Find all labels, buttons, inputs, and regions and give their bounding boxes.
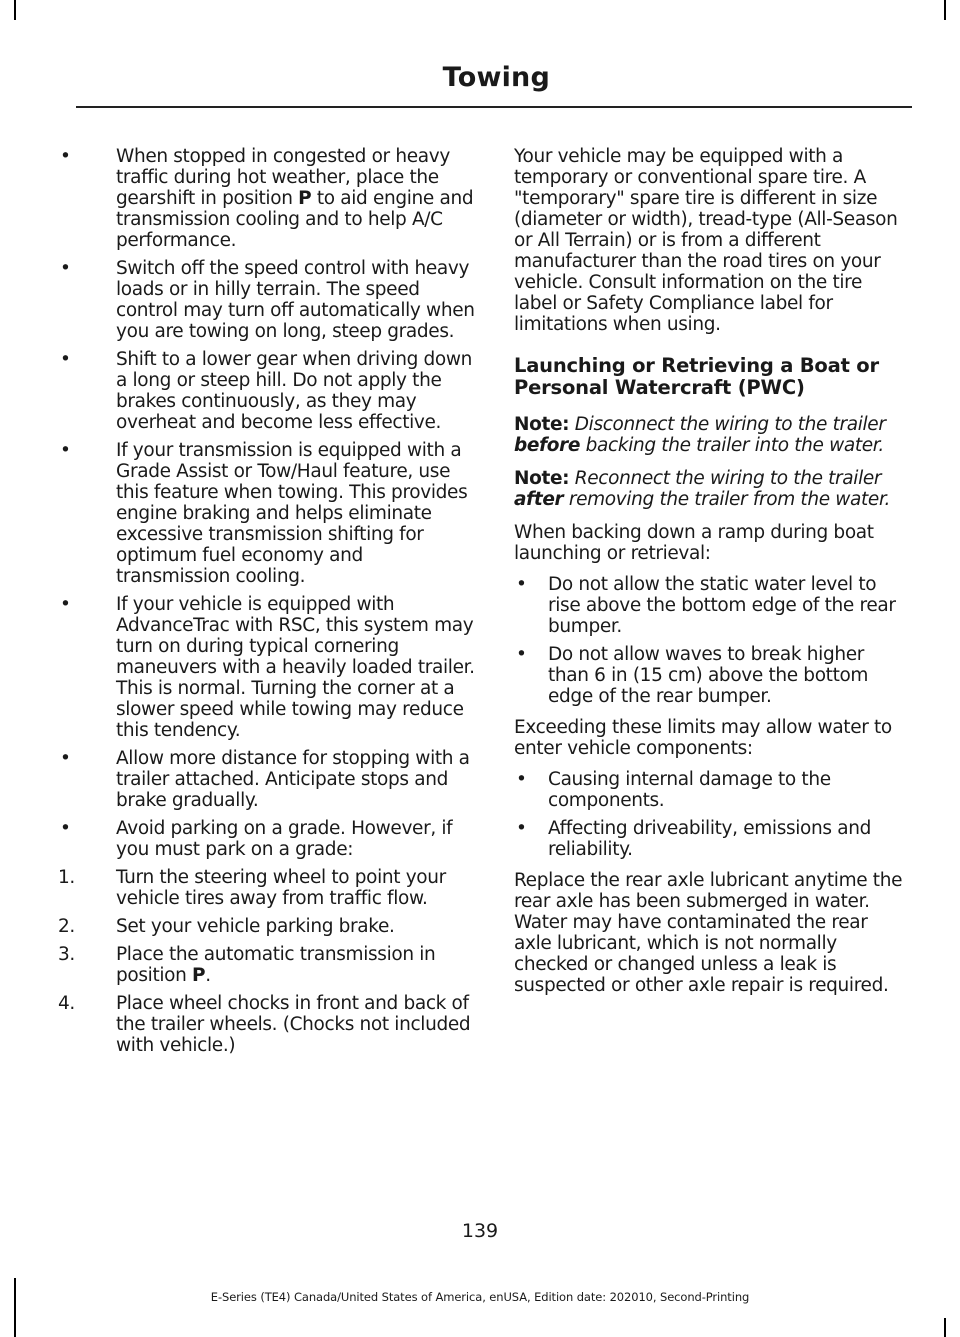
list-item: • When stopped in congested or heavy traffic during hot weather, place the gearshift in position P to aid engine and transmission cooling and to help A/C performance. [60,146,474,251]
step-number: 4. [58,993,75,1014]
bullet-marker: • [516,574,527,595]
list-item: • Causing internal damage to the components. [516,769,831,811]
list-item: • Do not allow the static water level to rise above the bottom edge of the rear bumper. [516,574,896,637]
note: Note: Reconnect the wiring to the trailer after removing the trailer from the water. [514,468,891,510]
list-item: • Allow more distance for stopping with a trailer attached. Anticipate stops and brake gradually. [60,748,470,811]
right-column [514,146,909,1003]
page-number: 139 [461,1220,499,1242]
bullet-marker: • [60,146,71,167]
bullet-marker: • [516,818,527,839]
list-item: • If your transmission is equipped with a Grade Assist or Tow/Haul feature, use this feature when towing. This provides engine braking and helps eliminate excessive transmission shifting for optimum fuel economy and transmission cooling. [60,440,468,587]
step-number: 2. [58,916,75,937]
bullet-marker: • [60,594,71,615]
step-number: 3. [58,944,75,965]
section-heading: Launching or Retrieving a Boat or Personal Watercraft (PWC) [514,354,879,399]
numbered-step: 3. Place the automatic transmission in position P. [58,944,436,986]
exceed-intro: Exceeding these limits may allow water to enter vehicle components: [514,717,892,759]
axle-lubricant-paragraph: Replace the rear axle lubricant anytime the rear axle has been submerged in water. Water may have contaminated the rear axle lubricant, which is not normally checked or changed unless a leak is suspected or other axle repair is required. [514,870,903,996]
list-item: • Do not allow waves to break higher than 6 in (15 cm) above the bottom edge of the rear bumper. [516,644,869,707]
page-title: Towing [442,62,550,93]
left-column [58,146,476,1063]
list-item: • Switch off the speed control with heavy loads or in hilly terrain. The speed control may turn off automatically when you are towing on long, steep grades. [60,258,475,342]
backing-intro: When backing down a ramp during boat launching or retrieval: [514,522,874,564]
bullet-marker: • [60,440,71,461]
bullet-marker: • [516,769,527,790]
bullet-marker: • [60,258,71,279]
crop-mark-bottom-right [944,1318,946,1337]
list-item: • If your vehicle is equipped with AdvanceTrac with RSC, this system may turn on during typical cornering maneuvers with a heavily loaded trailer. This is normal. Turning the corner at a slower speed while towing may reduce this tendency. [60,594,475,741]
note: Note: Disconnect the wiring to the trailer before backing the trailer into the water. [514,414,886,456]
list-item: • Avoid parking on a grade. However, if you must park on a grade: [60,818,453,860]
numbered-step: 4. Place wheel chocks in front and back of the trailer wheels. (Chocks not included with vehicle.) [58,993,471,1056]
crop-mark-bottom-left [14,1278,16,1337]
bullet-marker: • [60,748,71,769]
spare-tire-paragraph: Your vehicle may be equipped with a temporary or conventional spare tire. A "temporary" spare tire is different in size (diameter or width), tread-type (All-Season or All Terrain) or is from a different manufacturer than the road tires on your vehicle. Consult information on the tire label or Safety Compliance label for limitations when using. [514,146,898,335]
edition-footer: E-Series (TE4) Canada/United States of America, enUSA, Edition date: 202010, Second-Printing [210,1290,750,1304]
crop-mark-top-right [944,0,946,20]
header-divider [76,106,912,108]
numbered-step: 1. Turn the steering wheel to point your vehicle tires away from traffic flow. [58,867,446,909]
bullet-marker: • [516,644,527,665]
bullet-marker: • [60,818,71,839]
crop-mark-top-left [14,0,16,20]
list-item: • Shift to a lower gear when driving down a long or steep hill. Do not apply the brakes continuously, as they may overheat and become less effective. [60,349,473,433]
step-number: 1. [58,867,75,888]
bullet-marker: • [60,349,71,370]
numbered-step: 2. Set your vehicle parking brake. [58,916,395,937]
list-item: • Affecting driveability, emissions and reliability. [516,818,871,860]
